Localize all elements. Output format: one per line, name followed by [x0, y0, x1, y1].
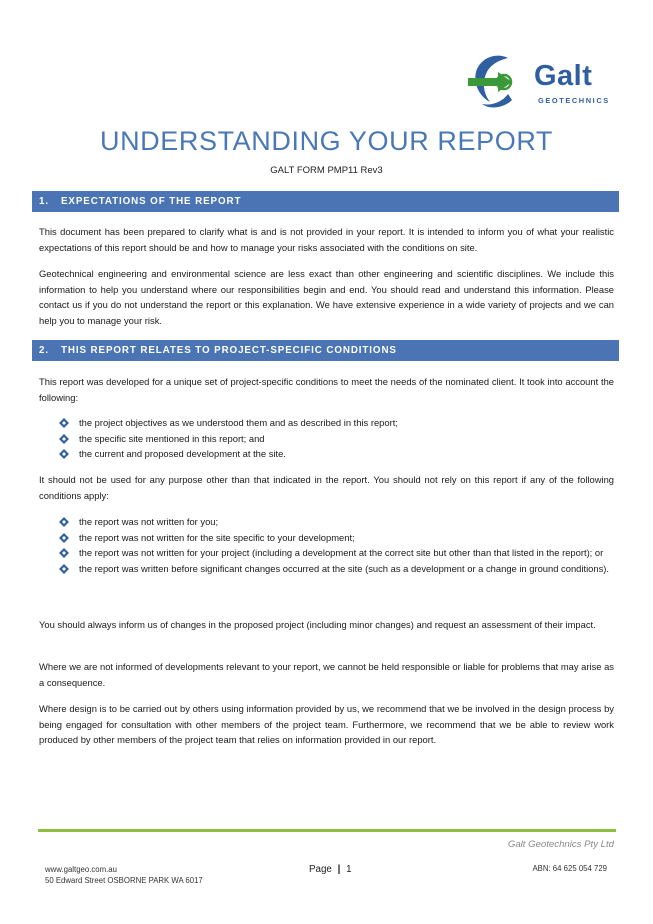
diamond-bullet-icon: [59, 548, 69, 558]
diamond-bullet-icon: [59, 449, 69, 459]
list-item: [59, 431, 614, 447]
list-item: [59, 415, 614, 431]
footer-divider: [38, 829, 616, 832]
diamond-bullet-icon: [59, 434, 69, 444]
page-number: [309, 864, 352, 875]
exclusions-list: [59, 514, 614, 577]
form-code: GALT FORM PMP11 Rev3: [270, 165, 383, 176]
paragraph: Geotechnical engineering and environmental science are less exact than other engineering and scientific disciplines. We include this information to help you understand where our responsibilities begin and end. You should read and understand this information. Please contact us if you do not understand the report or this explanation. We have extensive experience in a wide variety of projects and we can help you to manage your risk.: [39, 268, 614, 327]
section-title: THIS REPORT RELATES TO PROJECT-SPECIFIC CONDITIONS: [61, 345, 397, 356]
section-1-heading: [32, 191, 619, 212]
list-item: [59, 545, 614, 561]
list-item: [59, 530, 614, 546]
footer-company: Galt Geotechnics Pty Ltd: [507, 839, 614, 850]
paragraph: This report was developed for a unique set of project-specific conditions to meet the needs of the nominated client. It took into account the following:: [39, 376, 614, 403]
paragraph: This document has been prepared to clarify what is and is not provided in your report. It is intended to inform you of what your realistic expectations of this report should be and how to manage your risks associated with the conditions on site.: [39, 226, 614, 253]
section-2-heading: [32, 340, 619, 361]
diamond-bullet-icon: [59, 418, 69, 428]
section-number: 2.: [39, 345, 49, 356]
list-item-text: the report was written before significant changes occurred at the site (such as a development or a change in ground conditions).: [79, 563, 609, 575]
list-item-text: the specific site mentioned in this report; and: [79, 432, 265, 444]
footer-address: 50 Edward Street OSBORNE PARK WA 6017: [45, 876, 203, 885]
list-item: [59, 561, 614, 577]
paragraph: Where design is to be carried out by others using information provided by us, we recommend that we be involved in the design process by being engaged for consultation with other members of the project team. Furthermore, we recommend that we be able to review work produced by other members of the project team that relies on information provided in our report.: [39, 703, 614, 746]
conditions-list: [59, 415, 614, 462]
page-separator: |: [337, 864, 341, 875]
page-label: Page: [309, 864, 332, 875]
list-item: [59, 446, 614, 462]
list-item: [59, 514, 614, 530]
page-number-value: 1: [346, 864, 352, 875]
page-title: UNDERSTANDING YOUR REPORT: [99, 126, 554, 156]
list-item-text: the current and proposed development at the site.: [79, 448, 286, 460]
list-item-text: the project objectives as we understood them and as described in this report;: [79, 417, 398, 428]
galt-globe-icon: [468, 52, 534, 110]
list-item-text: the report was not written for the site specific to your development;: [79, 531, 355, 543]
list-item-text: the report was not written for your project (including a development at the correct site but other than that listed in the report); or: [79, 547, 604, 559]
footer-contact: [45, 864, 203, 886]
footer-abn: ABN: 64 625 054 729: [532, 864, 607, 873]
section-title: EXPECTATIONS OF THE REPORT: [61, 196, 242, 207]
diamond-bullet-icon: [59, 564, 69, 574]
diamond-bullet-icon: [59, 517, 69, 527]
list-item-text: the report was not written for you;: [79, 516, 219, 527]
paragraph: It should not be used for any purpose other than that indicated in the report. You should not rely on this report if any of the following conditions apply:: [39, 474, 614, 501]
logo-tagline: GEOTECHNICS: [538, 96, 610, 105]
paragraph: You should always inform us of changes in the proposed project (including minor changes) and request an assessment of their impact.: [39, 619, 596, 630]
diamond-bullet-icon: [59, 533, 69, 543]
logo-wordmark: Galt: [534, 60, 593, 92]
footer-website: www.galtgeo.com.au: [45, 865, 117, 874]
section-number: 1.: [39, 196, 49, 207]
paragraph: Where we are not informed of developments relevant to your report, we cannot be held responsible or liable for problems that may arise as a consequence.: [39, 661, 614, 688]
company-logo: [468, 52, 618, 110]
